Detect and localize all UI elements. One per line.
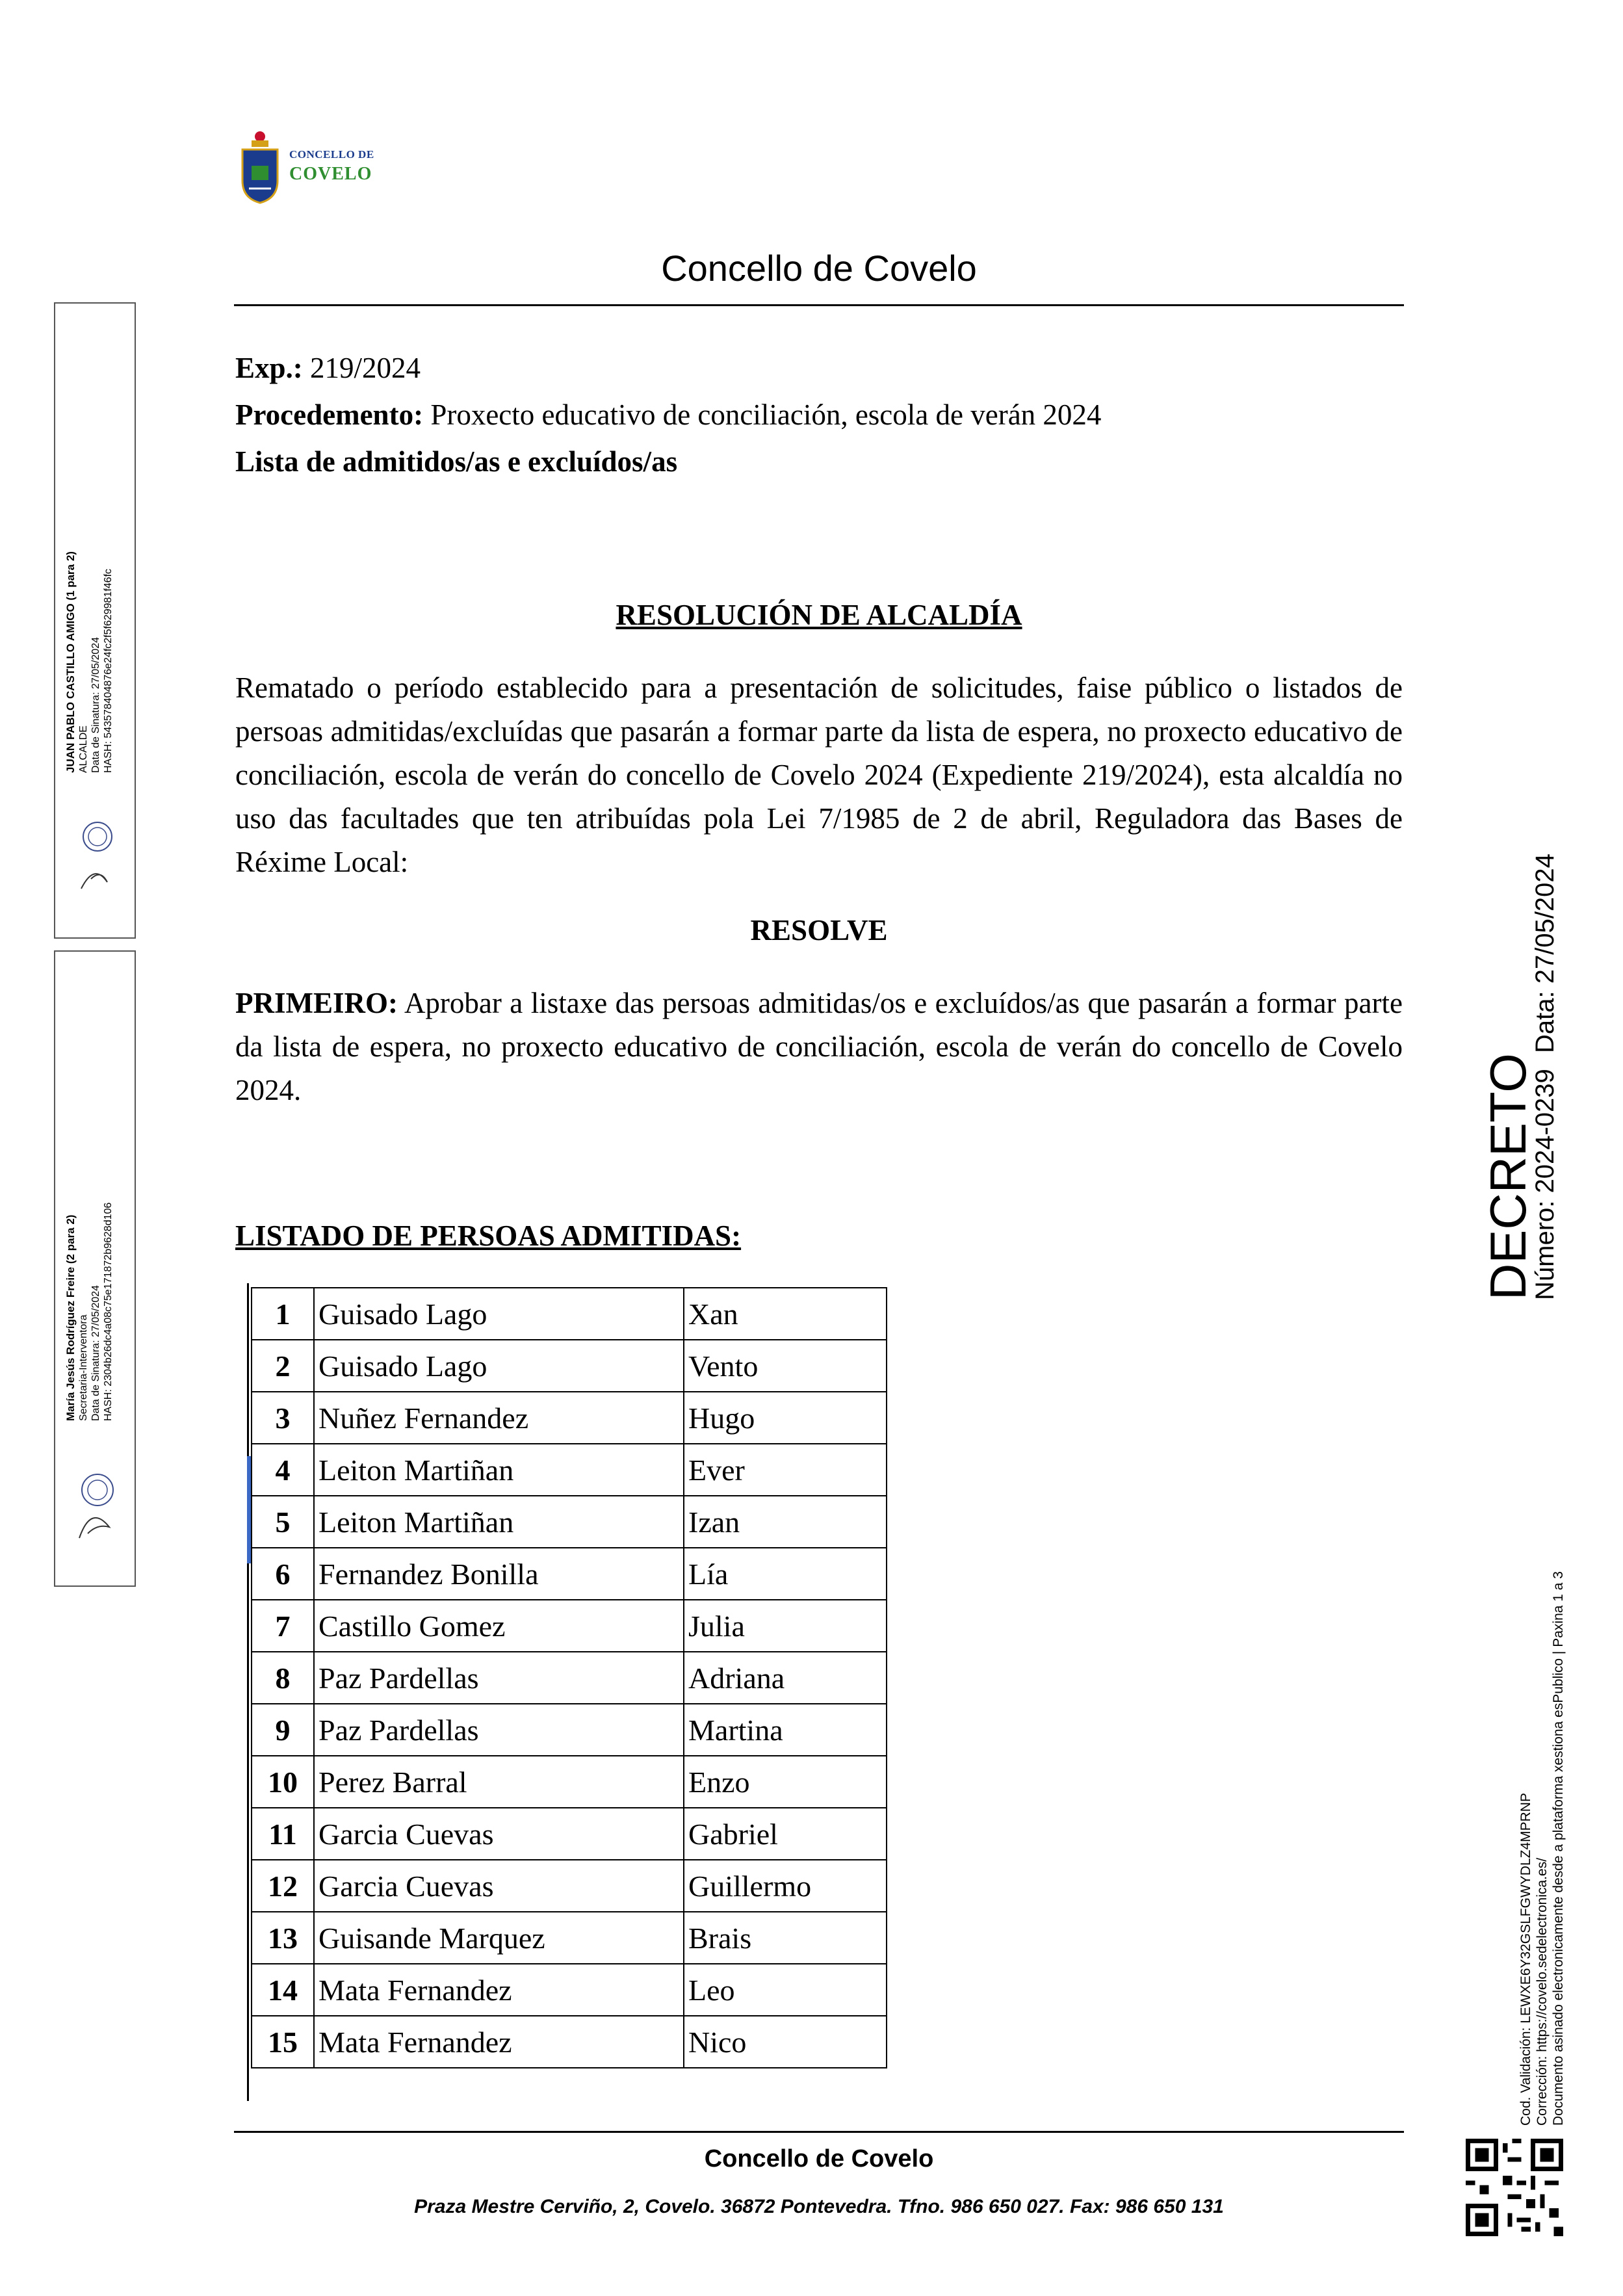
row-surname: Garcia Cuevas [314, 1808, 684, 1860]
table-row [252, 1548, 887, 1600]
row-number: 15 [252, 2016, 314, 2068]
list-heading: Lista de admitidos/as e excluídos/as [235, 445, 678, 478]
validation-code: Cod. Validación: LEWXE6Y32GSLFGWYDLZ4MPRNP [1518, 1793, 1533, 2126]
row-given-name: Lía [684, 1548, 887, 1600]
procedure-label: Procedemento: [235, 398, 424, 431]
row-surname: Nuñez Fernandez [314, 1392, 684, 1444]
row-number: 5 [252, 1496, 314, 1548]
header-divider [234, 304, 1404, 306]
primeiro-text: Aprobar a listaxe das persoas admitidas/os e excluídos/as que pasarán a formar parte da lista de espera, no proxecto educativo de conciliación, escola de verán do concello de Covelo 2024. [235, 987, 1403, 1106]
table-row [252, 1288, 887, 1340]
row-given-name: Adriana [684, 1652, 887, 1704]
row-given-name: Ever [684, 1444, 887, 1496]
resolve-heading: RESOLVE [750, 914, 888, 946]
exp-label: Exp.: [235, 352, 303, 384]
signature-text-mayor: JUAN PABLO CASTILLO AMIGO (1 para 2) ALCALDE Data de Sinatura: 27/05/2024 HASH: 543578404876e24fc2f5f629981f46fc [64, 551, 114, 773]
row-given-name: Izan [684, 1496, 887, 1548]
row-surname: Fernandez Bonilla [314, 1548, 684, 1600]
row-given-name: Leo [684, 1964, 887, 2016]
footer-address: Praza Mestre Cerviño, 2, Covelo. 36872 Pontevedra. Tfno. 986 650 027. Fax: 986 650 131 [414, 2196, 1224, 2217]
table-row [252, 1340, 887, 1392]
table-row [252, 1912, 887, 1964]
table-row [252, 1600, 887, 1652]
validation-url: Corrección: https://covelo.sedelectronica.es/ [1535, 1857, 1550, 2126]
signature-seal-icon [71, 817, 117, 895]
admitted-list-title: LISTADO DE PERSOAS ADMITIDAS: [235, 1220, 742, 1252]
row-number: 1 [252, 1288, 314, 1340]
row-given-name: Nico [684, 2016, 887, 2068]
validation-note: Documento asinado electronicamente desde a plataforma xestiona esPublico | Paxina 1 a 3 [1551, 1571, 1566, 2126]
row-surname: Leiton Martiñan [314, 1444, 684, 1496]
page-title: Concello de Covelo [661, 248, 977, 289]
row-given-name: Enzo [684, 1756, 887, 1808]
row-given-name: Gabriel [684, 1808, 887, 1860]
row-given-name: Julia [684, 1600, 887, 1652]
row-given-name: Brais [684, 1912, 887, 1964]
decree-number: Número: 2024-0239 [1531, 1069, 1559, 1300]
table-row [252, 1964, 887, 2016]
row-surname: Perez Barral [314, 1756, 684, 1808]
resolution-title: RESOLUCIÓN DE ALCALDÍA [616, 599, 1022, 631]
row-surname: Paz Pardellas [314, 1704, 684, 1756]
row-number: 11 [252, 1808, 314, 1860]
procedure-line [235, 391, 1101, 438]
row-number: 4 [252, 1444, 314, 1496]
row-number: 10 [252, 1756, 314, 1808]
footer-divider [234, 2131, 1404, 2133]
document-meta [235, 345, 1101, 485]
signature-seal-icon [71, 1465, 117, 1543]
table-row [252, 1444, 887, 1496]
table-row [252, 1652, 887, 1704]
row-number: 12 [252, 1860, 314, 1912]
row-surname: Castillo Gomez [314, 1600, 684, 1652]
admitted-table [251, 1287, 887, 2068]
coat-of-arms-icon [237, 130, 283, 205]
table-row [252, 1756, 887, 1808]
row-surname: Garcia Cuevas [314, 1860, 684, 1912]
row-surname: Paz Pardellas [314, 1652, 684, 1704]
table-row [252, 1704, 887, 1756]
table-row [252, 1860, 887, 1912]
row-number: 6 [252, 1548, 314, 1600]
signature-box-secretary [54, 950, 136, 1587]
table-row [252, 1808, 887, 1860]
row-given-name: Guillermo [684, 1860, 887, 1912]
row-surname: Guisande Marquez [314, 1912, 684, 1964]
row-number: 14 [252, 1964, 314, 2016]
footer-title: Concello de Covelo [704, 2145, 934, 2172]
logo-org-top: CONCELLO DE [289, 148, 374, 161]
row-surname: Guisado Lago [314, 1288, 684, 1340]
row-number: 13 [252, 1912, 314, 1964]
table-row [252, 1392, 887, 1444]
logo-org-main: COVELO [289, 164, 372, 184]
primeiro-label: PRIMEIRO: [235, 987, 398, 1019]
concello-logo [237, 124, 387, 208]
row-surname: Leiton Martiñan [314, 1496, 684, 1548]
resolution-intro: Rematado o período establecido para a presentación de solicitudes, faise público o listados de persoas admitidas/excluídas que pasarán a formar parte da lista de espera, no proxecto educativo de conciliación, escola de verán do concello de Covelo 2024 (Expediente 219/2024), esta alcaldía no uso das facultades que ten atribuídas pola Lei 7/1985 de 2 de abril, Reguladora das Bases de Réxime Local: [235, 672, 1403, 878]
exp-line [235, 345, 1101, 391]
decree-date: Data: 27/05/2024 [1531, 854, 1559, 1053]
row-number: 7 [252, 1600, 314, 1652]
row-number: 2 [252, 1340, 314, 1392]
row-given-name: Xan [684, 1288, 887, 1340]
row-surname: Mata Fernandez [314, 2016, 684, 2068]
row-surname: Guisado Lago [314, 1340, 684, 1392]
table-row [252, 1496, 887, 1548]
decree-label: DECRETO [1479, 1053, 1537, 1300]
row-given-name: Hugo [684, 1392, 887, 1444]
signature-text-secretary: María Jesús Rodríguez Freire (2 para 2) Secretaria-Interventora Data de Sinatura: 27/05/2024 HASH: 2304b26dc4a08c75e171872b9628d106 [64, 1202, 114, 1421]
row-surname: Mata Fernandez [314, 1964, 684, 2016]
exp-value: 219/2024 [310, 352, 421, 384]
table-row [252, 2016, 887, 2068]
row-given-name: Martina [684, 1704, 887, 1756]
procedure-value: Proxecto educativo de conciliación, escola de verán 2024 [430, 398, 1102, 431]
row-number: 8 [252, 1652, 314, 1704]
row-given-name: Vento [684, 1340, 887, 1392]
primeiro-paragraph [235, 982, 1403, 1112]
signature-box-mayor [54, 302, 136, 939]
row-number: 9 [252, 1704, 314, 1756]
row-number: 3 [252, 1392, 314, 1444]
validation-info [1518, 1571, 1566, 2126]
qr-code-icon [1466, 2139, 1563, 2236]
